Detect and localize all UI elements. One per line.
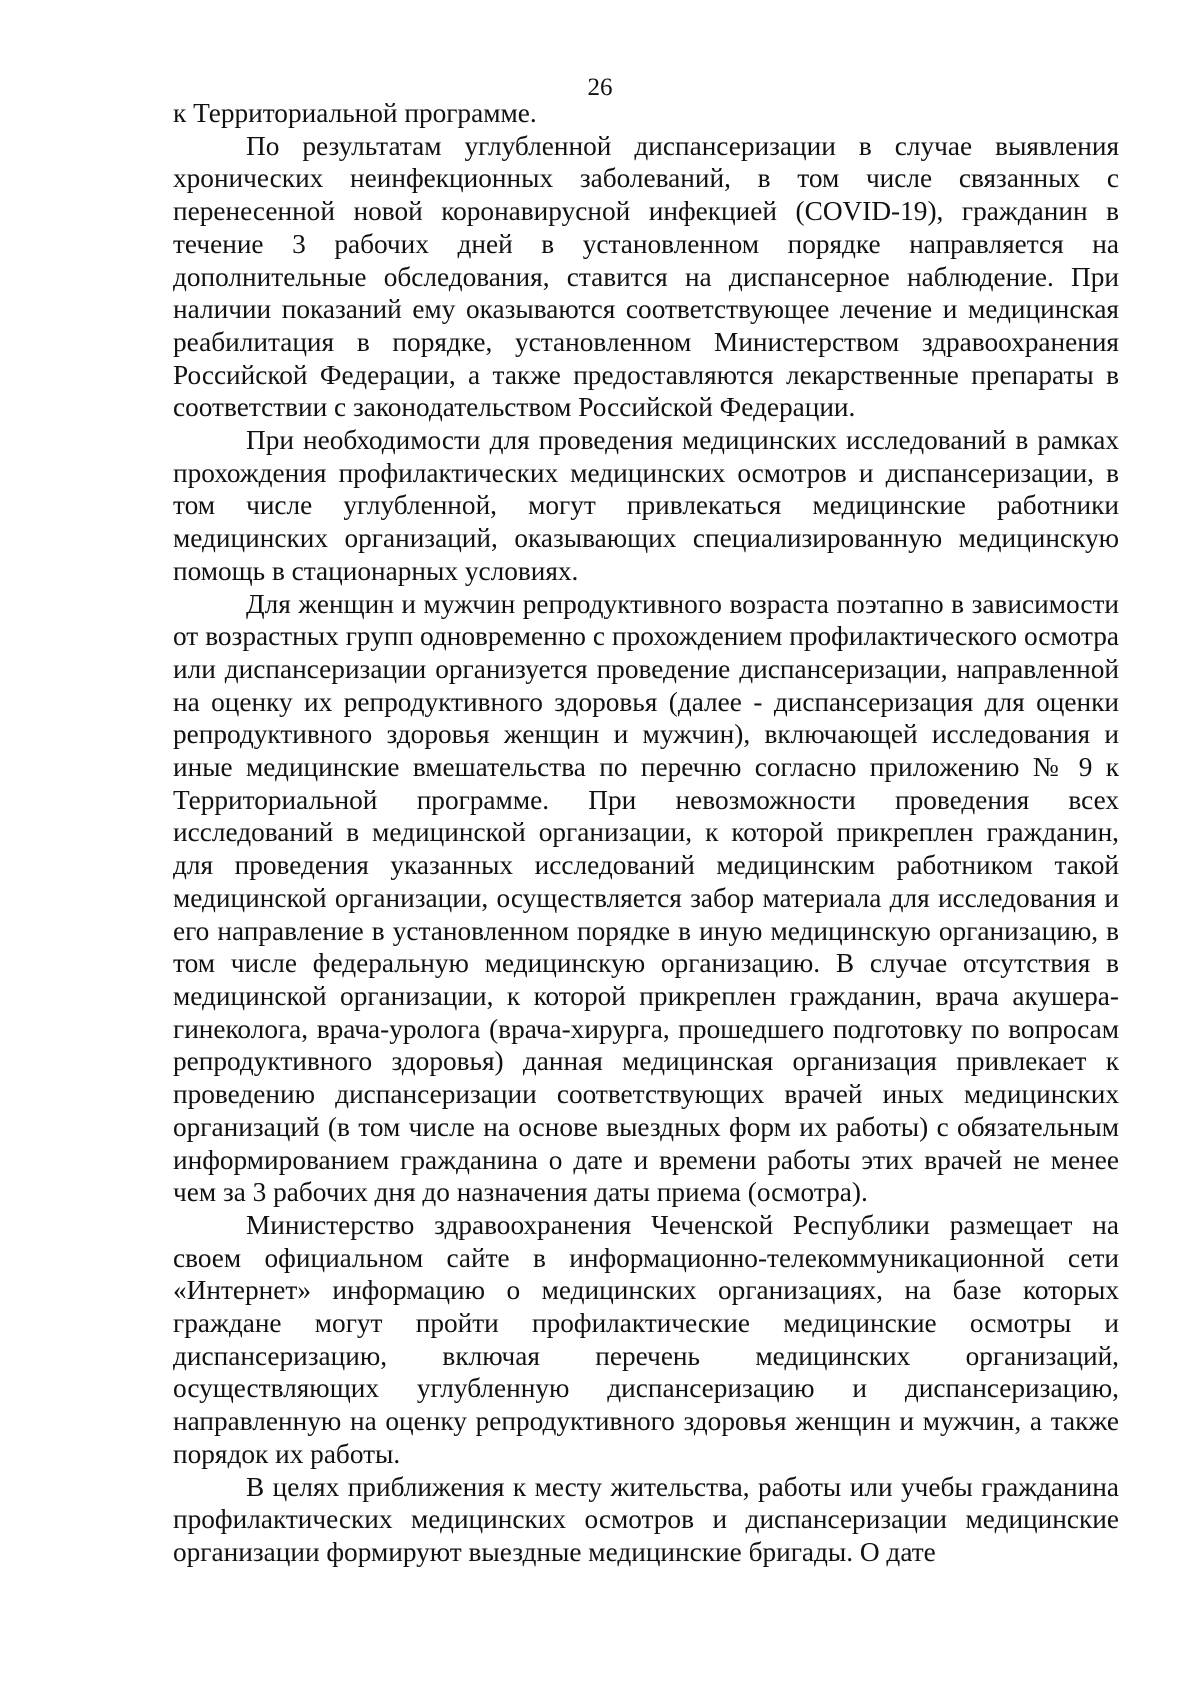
paragraph-reproductive-health: Для женщин и мужчин репродуктивного возраста поэтапно в зависимости от возрастных групп одновременно с прохождением профилактического осмотра или диспансеризации организуется проведение диспансеризации, направленной на оценку их репродуктивного здоровья (далее - диспансеризация для оценки репродуктивного здоровья женщин и мужчин), включающей исследования и иные медицинские вмешательства по перечню согласно приложению № 9 к Территориальной программе. При невозможности проведения всех исследований в медицинской организации, к которой прикреплен гражданин, для проведения указанных исследований медицинским работником такой медицинской организации, осуществляется забор материала для исследования и его направление в установленном порядке в иную медицинскую организацию, в том числе федеральную медицинскую организацию. В случае отсутствия в медицинской организации, к которой прикреплен гражданин, врача акушера-гинеколога, врача-уролога (врача-хирурга, прошедшего подготовку по вопросам репродуктивного здоровья) данная медицинская организация привлекает к проведению диспансеризации соответствующих врачей иных медицинских организаций (в том числе на основе выездных форм их работы) с обязательным информированием гражданина о дате и времени работы этих врачей не менее чем за 3 рабочих дня до назначения даты приема (осмотра).: [173, 588, 1119, 1208]
document-body: [173, 97, 1119, 1569]
page-number: 26: [587, 74, 613, 101]
paragraph-specialized-workers: При необходимости для проведения медицинских исследований в рамках прохождения профилактических медицинских осмотров и диспансеризации, в том числе углубленной, могут привлекаться медицинские работники медицинских организаций, оказывающих специализированную медицинскую помощь в стационарных условиях.: [173, 425, 1119, 586]
paragraph-mobile-teams: В целях приближения к месту жительства, работы или учебы гражданина профилактических медицинских осмотров и диспансеризации медицинские организации формируют выездные медицинские бригады. О дате: [173, 1471, 1119, 1567]
paragraph-in-depth-screening-results: По результатам углубленной диспансеризации в случае выявления хронических неинфекционных заболеваний, в том числе связанных с перенесенной новой коронавирусной инфекцией (COVID-19), гражданин в течение 3 рабочих дней в установленном порядке направляется на дополнительные обследования, ставится на диспансерное наблюдение. При наличии показаний ему оказываются соответствующее лечение и медицинская реабилитация в порядке, установленном Министерством здравоохранения Российской Федерации, а также предоставляются лекарственные препараты в соответствии с законодательством Российской Федерации.: [173, 130, 1119, 423]
paragraph-ministry-website: Министерство здравоохранения Чеченской Республики размещает на своем официальном сайте в информационно-телекоммуникационной сети «Интернет» информацию о медицинских организациях, на базе которых граждане могут пройти профилактические медицинские осмотры и диспансеризацию, включая перечень медицинских организаций, осуществляющих углубленную диспансеризацию и диспансеризацию, направленную на оценку репродуктивного здоровья женщин и мужчин, а также порядок их работы.: [173, 1209, 1119, 1469]
paragraph-continuation: к Территориальной программе.: [173, 98, 537, 128]
